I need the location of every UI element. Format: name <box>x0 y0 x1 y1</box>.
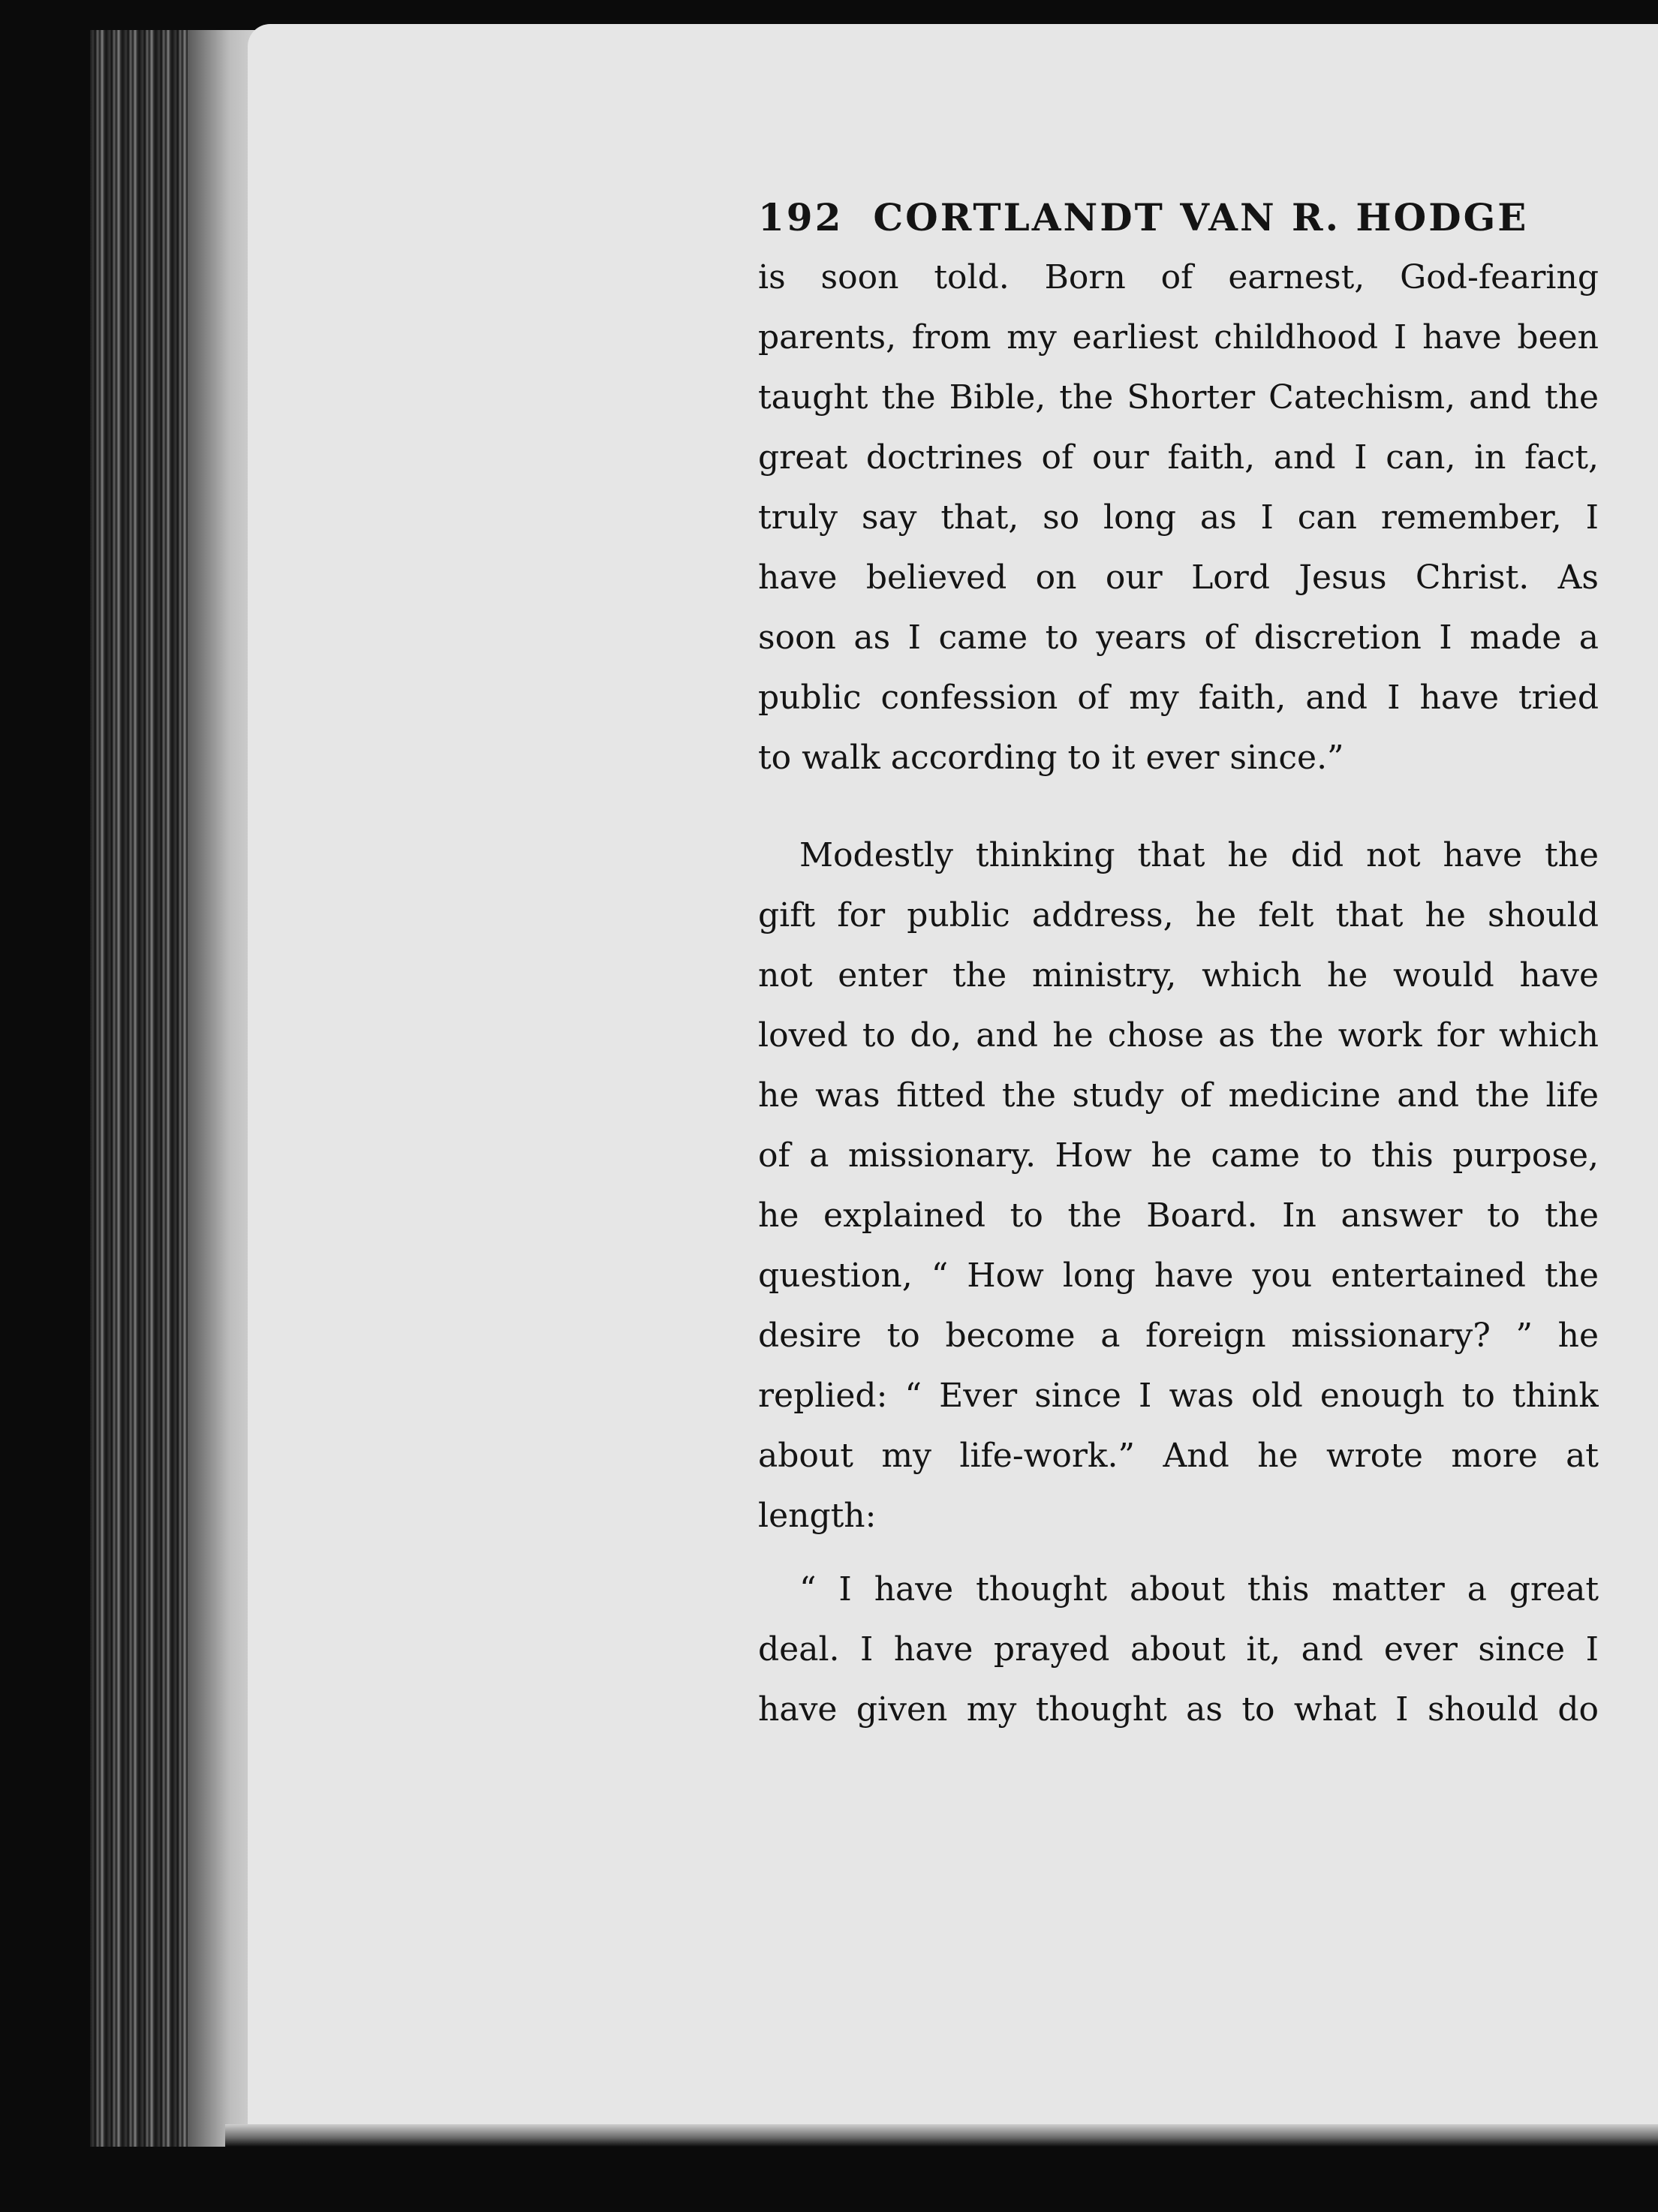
text-line: soon as I came to years of discretion I made a <box>758 618 1599 657</box>
text-line: desire to become a foreign missionary? ” he <box>758 1317 1599 1355</box>
text-line: loved to do, and he chose as the work for which <box>758 1016 1599 1055</box>
text-line: question, “ How long have you entertained the <box>758 1256 1599 1295</box>
text-line: of a missionary. How he came to this purpose, <box>758 1136 1599 1175</box>
text-line: truly say that, so long as I can remember, I <box>758 498 1599 537</box>
text-line: replied: “ Ever since I was old enough to think <box>758 1377 1599 1415</box>
paragraph-3 <box>758 1560 1599 1740</box>
text-line: to walk according to it ever since.” <box>758 739 1344 777</box>
text-line: “ I have thought about this matter a great <box>799 1570 1599 1609</box>
text-line: public confession of my faith, and I have tried <box>758 679 1599 717</box>
text-line: he explained to the Board. In answer to the <box>758 1196 1599 1235</box>
text-line: parents, from my earliest childhood I have been <box>758 318 1599 357</box>
text-line: taught the Bible, the Shorter Catechism, and the <box>758 378 1599 417</box>
page-bottom-edge <box>225 2124 1658 2147</box>
running-head <box>758 188 1599 248</box>
text-block <box>758 188 1599 1777</box>
text-line: about my life-work.” And he wrote more at <box>758 1437 1599 1475</box>
running-title: CORTLANDT VAN R. HODGE <box>873 195 1529 239</box>
text-line: have given my thought as to what I should do <box>758 1690 1599 1729</box>
paragraph-2 <box>758 826 1599 1546</box>
text-line: not enter the ministry, which he would have <box>758 956 1599 995</box>
text-line: have believed on our Lord Jesus Christ. As <box>758 558 1599 597</box>
text-line: deal. I have prayed about it, and ever since I <box>758 1630 1599 1669</box>
text-line: great doctrines of our faith, and I can, in fact, <box>758 438 1599 477</box>
text-line: is soon told. Born of earnest, God-fearing <box>758 258 1599 296</box>
paragraph-1 <box>758 248 1599 788</box>
page-number: 192 <box>758 195 844 239</box>
text-line: length: <box>758 1497 877 1535</box>
text-line: he was fitted the study of medicine and the life <box>758 1076 1599 1115</box>
text-line: gift for public address, he felt that he should <box>758 896 1599 934</box>
text-line: Modestly thinking that he did not have the <box>799 836 1599 874</box>
